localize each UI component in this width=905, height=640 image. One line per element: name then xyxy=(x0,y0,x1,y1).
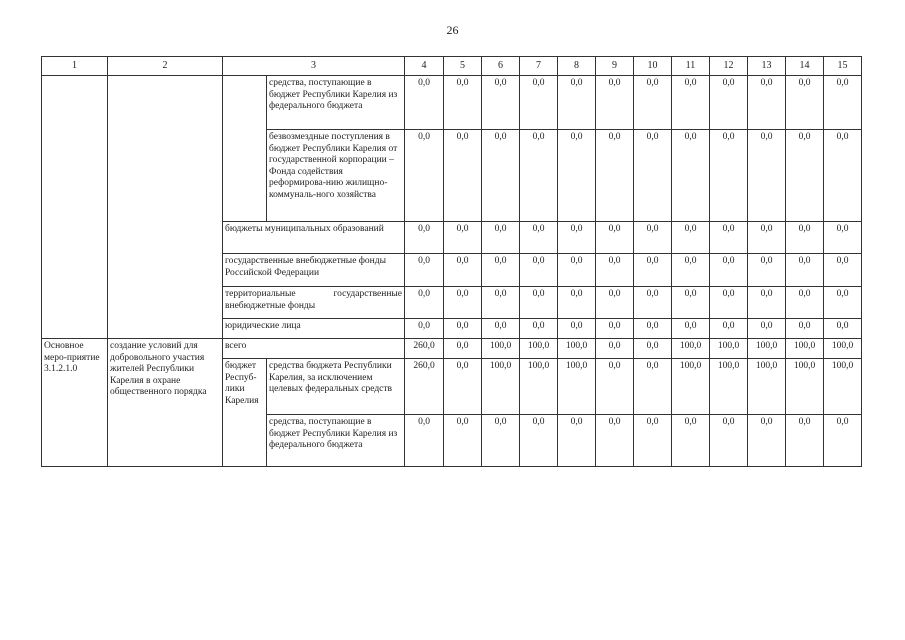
value-cell: 0,0 xyxy=(596,319,634,339)
value-cell: 0,0 xyxy=(672,76,710,130)
value-cell: 0,0 xyxy=(558,287,596,319)
header-cell: 1 xyxy=(42,57,108,76)
value-cell: 0,0 xyxy=(482,287,520,319)
budget-group-label: бюджет Респуб-лики Карелия xyxy=(223,359,267,467)
value-cell: 0,0 xyxy=(596,76,634,130)
value-cell: 0,0 xyxy=(786,222,824,254)
value-cell: 0,0 xyxy=(710,76,748,130)
row-label: средства, поступающие в бюджет Республики Карелия из федерального бюджета xyxy=(267,76,405,130)
value-cell: 0,0 xyxy=(596,222,634,254)
value-cell: 0,0 xyxy=(520,222,558,254)
value-cell: 0,0 xyxy=(405,287,444,319)
value-cell: 100,0 xyxy=(748,339,786,359)
value-cell: 0,0 xyxy=(444,254,482,287)
value-cell: 0,0 xyxy=(786,415,824,467)
value-cell: 0,0 xyxy=(710,222,748,254)
value-cell: 0,0 xyxy=(405,254,444,287)
row-label: средства, поступающие в бюджет Республики Карелия из федерального бюджета xyxy=(267,415,405,467)
value-cell: 0,0 xyxy=(520,415,558,467)
value-cell: 0,0 xyxy=(710,415,748,467)
header-cell: 10 xyxy=(634,57,672,76)
value-cell: 0,0 xyxy=(824,254,862,287)
value-cell: 0,0 xyxy=(596,415,634,467)
value-cell: 0,0 xyxy=(405,76,444,130)
value-cell: 0,0 xyxy=(596,130,634,222)
value-cell: 0,0 xyxy=(482,254,520,287)
value-cell: 260,0 xyxy=(405,359,444,415)
value-cell: 0,0 xyxy=(405,415,444,467)
header-cell: 8 xyxy=(558,57,596,76)
value-cell: 0,0 xyxy=(786,76,824,130)
value-cell: 100,0 xyxy=(482,339,520,359)
header-row xyxy=(42,57,862,76)
value-cell: 0,0 xyxy=(520,287,558,319)
value-cell: 100,0 xyxy=(520,339,558,359)
value-cell: 0,0 xyxy=(824,222,862,254)
row-label: юридические лица xyxy=(223,319,405,339)
value-cell: 0,0 xyxy=(748,76,786,130)
value-cell: 0,0 xyxy=(748,287,786,319)
value-cell: 100,0 xyxy=(824,359,862,415)
value-cell: 0,0 xyxy=(824,415,862,467)
value-cell: 100,0 xyxy=(558,359,596,415)
header-cell: 9 xyxy=(596,57,634,76)
value-cell: 0,0 xyxy=(748,254,786,287)
header-cell: 2 xyxy=(108,57,223,76)
value-cell: 0,0 xyxy=(444,287,482,319)
header-cell: 7 xyxy=(520,57,558,76)
value-cell: 0,0 xyxy=(672,254,710,287)
header-cell: 3 xyxy=(223,57,405,76)
value-cell: 0,0 xyxy=(444,415,482,467)
header-cell: 15 xyxy=(824,57,862,76)
value-cell: 100,0 xyxy=(520,359,558,415)
value-cell: 0,0 xyxy=(444,339,482,359)
value-cell: 260,0 xyxy=(405,339,444,359)
row-label: всего xyxy=(223,339,405,359)
value-cell: 0,0 xyxy=(824,130,862,222)
value-cell: 0,0 xyxy=(672,287,710,319)
value-cell: 0,0 xyxy=(558,254,596,287)
value-cell: 0,0 xyxy=(824,287,862,319)
value-cell: 0,0 xyxy=(634,339,672,359)
cell-group xyxy=(223,76,267,222)
budget-table xyxy=(41,56,862,467)
row-label: территориальные государственные внебюджетные фонды xyxy=(223,287,405,319)
value-cell: 0,0 xyxy=(824,76,862,130)
value-cell: 0,0 xyxy=(710,254,748,287)
value-cell: 0,0 xyxy=(634,254,672,287)
row-label: безвозмездные поступления в бюджет Республики Карелия от государственной корпорации – Фонда содействия реформирова-нию жилищно-коммуналь-ного хозяйства xyxy=(267,130,405,222)
event-description: создание условий для добровольного участия жителей Республики Карелия в охране общественного порядка xyxy=(108,339,223,467)
value-cell: 0,0 xyxy=(672,222,710,254)
value-cell: 0,0 xyxy=(520,130,558,222)
value-cell: 0,0 xyxy=(520,76,558,130)
page-number: 26 xyxy=(446,23,459,37)
header-cell: 11 xyxy=(672,57,710,76)
value-cell: 0,0 xyxy=(786,254,824,287)
value-cell: 0,0 xyxy=(672,319,710,339)
value-cell: 0,0 xyxy=(558,76,596,130)
value-cell: 100,0 xyxy=(558,339,596,359)
value-cell: 100,0 xyxy=(482,359,520,415)
value-cell: 0,0 xyxy=(596,254,634,287)
value-cell: 0,0 xyxy=(824,319,862,339)
value-cell: 100,0 xyxy=(710,359,748,415)
value-cell: 0,0 xyxy=(710,319,748,339)
header-cell: 5 xyxy=(444,57,482,76)
value-cell: 0,0 xyxy=(482,130,520,222)
value-cell: 0,0 xyxy=(596,339,634,359)
header-cell: 14 xyxy=(786,57,824,76)
value-cell: 0,0 xyxy=(748,415,786,467)
value-cell: 0,0 xyxy=(786,130,824,222)
value-cell: 0,0 xyxy=(405,130,444,222)
header-cell: 13 xyxy=(748,57,786,76)
header-cell: 4 xyxy=(405,57,444,76)
value-cell: 0,0 xyxy=(710,130,748,222)
value-cell: 100,0 xyxy=(672,339,710,359)
value-cell: 0,0 xyxy=(520,254,558,287)
value-cell: 0,0 xyxy=(444,76,482,130)
row-label: средства бюджета Республики Карелия, за исключением целевых федеральных средств xyxy=(267,359,405,415)
cell-col2 xyxy=(108,76,223,339)
table-row xyxy=(42,76,862,130)
value-cell: 0,0 xyxy=(786,287,824,319)
row-label: бюджеты муниципальных образований xyxy=(223,222,405,254)
value-cell: 0,0 xyxy=(634,287,672,319)
value-cell: 0,0 xyxy=(482,76,520,130)
value-cell: 0,0 xyxy=(596,359,634,415)
value-cell: 0,0 xyxy=(710,287,748,319)
value-cell: 0,0 xyxy=(748,319,786,339)
value-cell: 0,0 xyxy=(634,319,672,339)
header-cell: 12 xyxy=(710,57,748,76)
value-cell: 100,0 xyxy=(824,339,862,359)
value-cell: 0,0 xyxy=(520,319,558,339)
value-cell: 100,0 xyxy=(786,359,824,415)
value-cell: 0,0 xyxy=(482,319,520,339)
value-cell: 0,0 xyxy=(672,415,710,467)
value-cell: 0,0 xyxy=(444,222,482,254)
value-cell: 0,0 xyxy=(444,130,482,222)
value-cell: 0,0 xyxy=(672,130,710,222)
value-cell: 100,0 xyxy=(672,359,710,415)
value-cell: 0,0 xyxy=(405,222,444,254)
value-cell: 0,0 xyxy=(482,222,520,254)
value-cell: 0,0 xyxy=(634,130,672,222)
event-code: Основное меро-приятие 3.1.2.1.0 xyxy=(42,339,108,467)
header-cell: 6 xyxy=(482,57,520,76)
value-cell: 0,0 xyxy=(444,319,482,339)
value-cell: 0,0 xyxy=(596,287,634,319)
value-cell: 0,0 xyxy=(748,130,786,222)
row-label: государственные внебюджетные фонды Российской Федерации xyxy=(223,254,405,287)
value-cell: 0,0 xyxy=(634,222,672,254)
value-cell: 0,0 xyxy=(482,415,520,467)
value-cell: 100,0 xyxy=(786,339,824,359)
value-cell: 0,0 xyxy=(634,415,672,467)
value-cell: 0,0 xyxy=(558,415,596,467)
table-row xyxy=(42,339,862,359)
value-cell: 0,0 xyxy=(558,319,596,339)
value-cell: 100,0 xyxy=(710,339,748,359)
cell-col1 xyxy=(42,76,108,339)
value-cell: 0,0 xyxy=(405,319,444,339)
value-cell: 0,0 xyxy=(634,359,672,415)
value-cell: 0,0 xyxy=(558,130,596,222)
value-cell: 0,0 xyxy=(634,76,672,130)
value-cell: 0,0 xyxy=(748,222,786,254)
value-cell: 0,0 xyxy=(786,319,824,339)
value-cell: 100,0 xyxy=(748,359,786,415)
value-cell: 0,0 xyxy=(558,222,596,254)
value-cell: 0,0 xyxy=(444,359,482,415)
